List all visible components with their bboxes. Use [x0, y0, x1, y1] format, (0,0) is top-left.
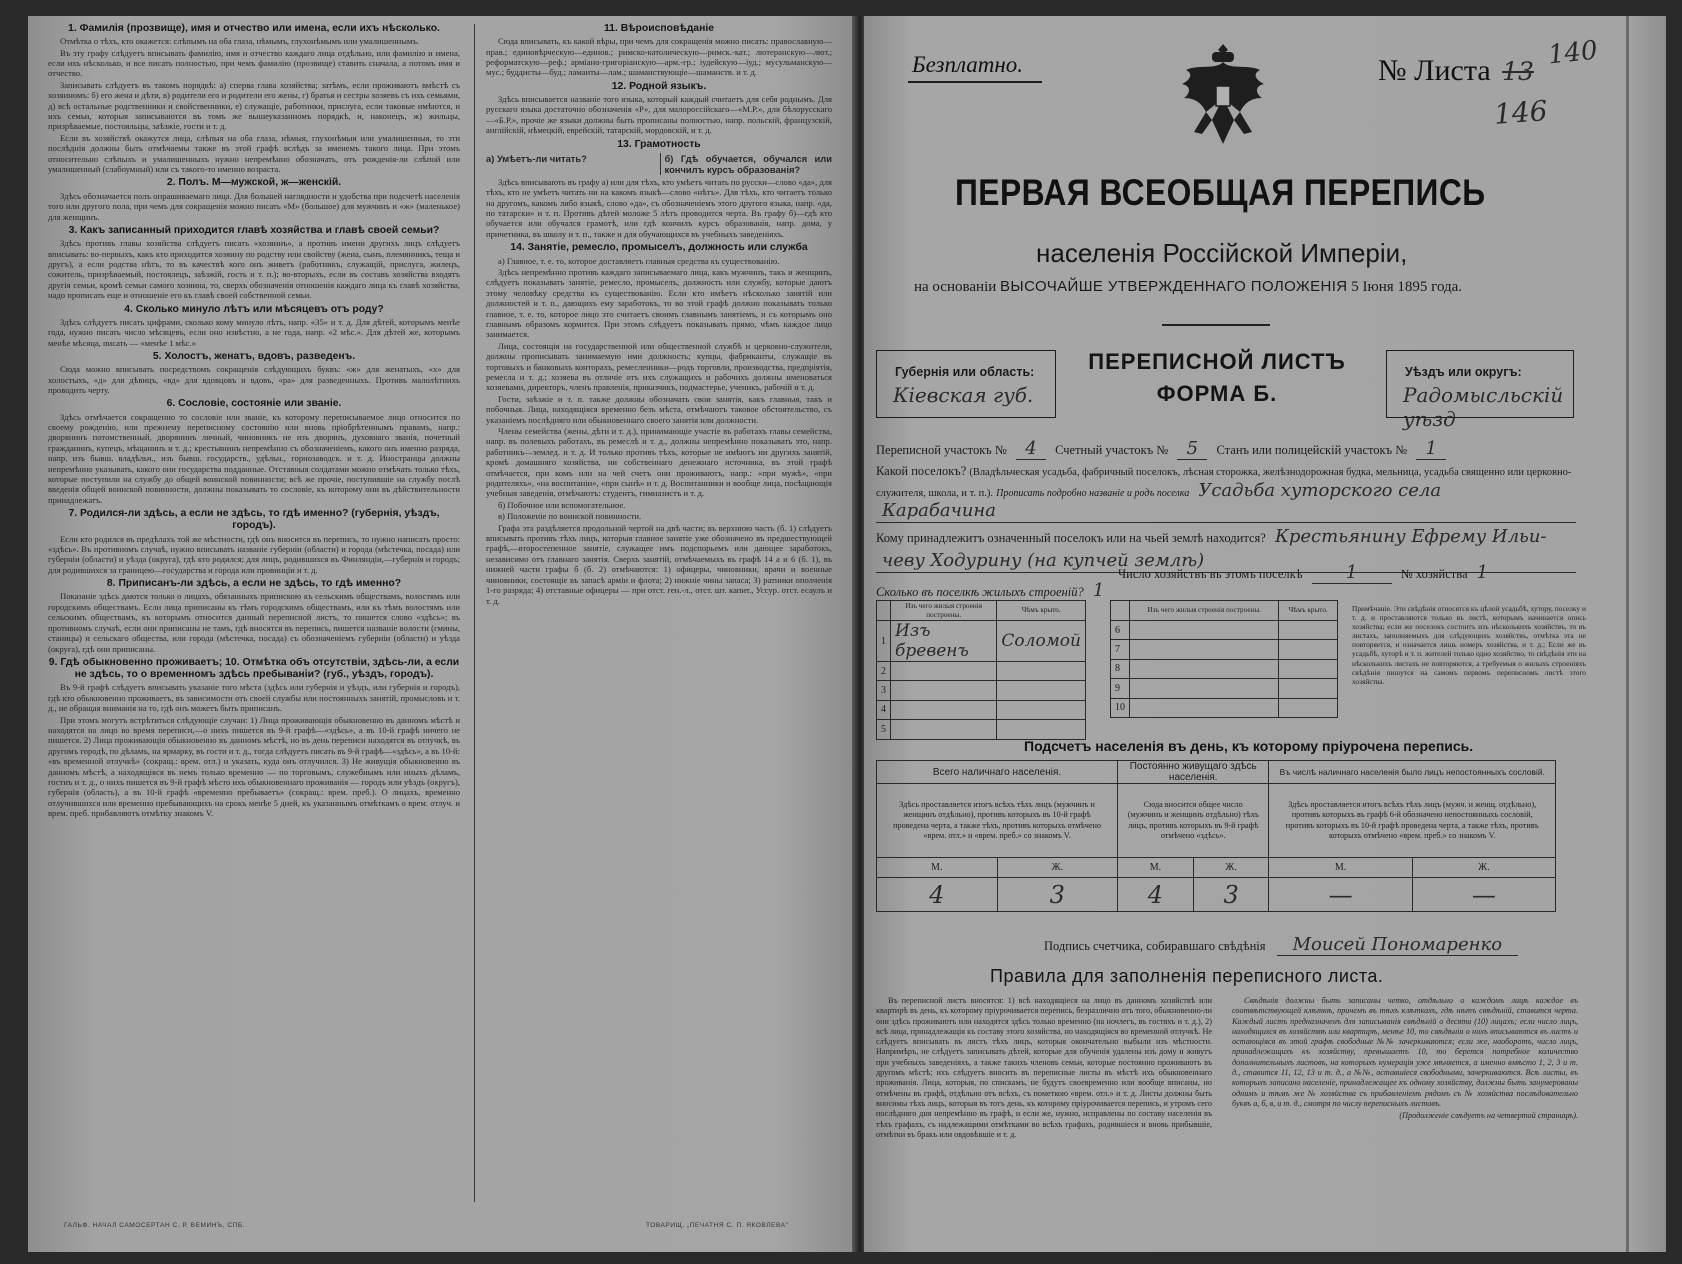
building-roof	[997, 720, 1086, 739]
printer-footer-right: ТОВАРИЩ. „ПЕЧАТНЯ С. П. ЯКОВЛЕВА"	[646, 1222, 789, 1229]
building-material	[1130, 698, 1279, 717]
buildings-value: 1	[1092, 580, 1105, 601]
building-row	[1111, 679, 1338, 698]
free-label: Безплатно.	[912, 52, 1024, 77]
handwritten-number-top: 140	[1546, 35, 1600, 71]
section-title: 14. Занятіе, ремесло, промыселъ, должность или служба	[510, 242, 808, 254]
building-roof	[1279, 621, 1338, 640]
uezd-box	[1386, 350, 1574, 431]
sheet-number-label: № Листа	[1378, 54, 1491, 87]
section-title: 5. Холостъ, женатъ, вдовъ, разведенъ.	[152, 350, 356, 362]
building-row-number: 4	[877, 700, 891, 719]
count-m-1: М.	[877, 858, 998, 878]
count-desc-nonpermanent: Здѣсь проставляется итогъ всѣхъ тѣхъ лицъ (мужч. и женщ. отдѣльно), противъ которыхъ въ графѣ 6-й обозначено непостоянныхъ сословій, противъ которыхъ въ 10-й графѣ проведена черта, а также тѣхъ, противъ которыхъ отмѣчено «врем. преб.» со знакомъ V.	[1269, 784, 1556, 858]
gubernia-box	[876, 350, 1056, 418]
count-desc-present: Здѣсь проставляется итогъ всѣхъ тѣхъ лицъ (мужчинъ и женщинъ отдѣльно), противъ которыхъ въ 10-й графѣ проведена черта, а также тѣхъ, противъ которыхъ отмѣчено «врем. отл.» и «врем. преб.» со знакомъ V.	[877, 784, 1118, 858]
building-material	[1130, 659, 1279, 678]
building-row-number: 10	[1111, 698, 1130, 717]
section-paragraph: Здѣсь слѣдуетъ писать цифрами, сколько кому минуло лѣтъ, напр. «35» и т. д. Для дѣтей, которымъ менѣе года, нужно писать число мѣсяцевъ, если оно извѣстно, а не года, напр. «2 мѣс.». Для дѣтей же, которымъ менѣе мѣсяца, писать — «менѣе 1 мѣс.»	[48, 316, 460, 348]
households-value: 1	[1312, 562, 1392, 584]
section-title: 8. Приписанъ-ли здѣсь, а если не здѣсь, то гдѣ именно?	[106, 578, 402, 590]
census-title: ПЕРВАЯ ВСЕОБЩАЯ ПЕРЕПИСЬ	[955, 172, 1486, 213]
rules-text-2: Свѣдѣнія должны быть записаны четко, отдѣльно о каждомъ лицѣ каждое въ соотвѣтствующей клѣткѣ, причемъ въ тѣхъ клѣткахъ, гдѣ нѣтъ свѣдѣній, ставится черта. Каждый листъ предназначенъ для записыванія свѣдѣній о десяти (10) лицахъ; если число лицъ, находящихся въ хозяйствѣ или квартирѣ, менѣе 10, то свѣдѣнія о нихъ вписываются въ листъ и остающіяся въ этой графѣ свободные №№ зачеркиваются; если же, наоборотъ, число лицъ, принадлежащихъ къ хозяйству, превышаетъ 10, то берется потребное количество дополнительныхъ листовъ, на которыхъ нумерація уже мѣняется, а именно вмѣсто 1, 2, 3 и т. д., ставится 11, 12, 13 и т. д., а №№, оставшіеся свободными, зачеркиваются. Всѣ листы, въ которыхъ записано населеніе, принадлежащее къ одному хозяйству, должны быть занумерованы однимъ и тѣмъ же № хозяйства съ прибавленіемъ рядомъ съ № хозяйства послѣдовательно буквъ а, б, в, и т. д., смотря по числу переписныхъ листовъ.	[1232, 996, 1578, 1108]
stan-value: 1	[1416, 438, 1446, 460]
section-paragraph: Члены семейства (жены, дѣти и т. д.), принимающіе участіе въ работахъ главы семейства, напр. въ полевыхъ работахъ, въ ремеслѣ и т. д., должны непремѣнно показывать это, напр. работникъ—землед. и т. д. И только противъ тѣхъ, которые не имѣютъ ни другихъ занятій, кромѣ домашняго хозяйства, ни собственнаго денежнаго источника, въ этой графѣ отмѣчается, при комъ или на чей счетъ они проживаютъ, напр.: «при мужѣ», «при родителяхъ», «на воспитаніи», «при сынѣ» и т. д. Воспитанники и вообще лица, посѣщающія учебныя заведенія, отмѣчаютъ: студентъ, гимназистъ и т. д.	[486, 426, 832, 499]
building-material	[891, 700, 997, 719]
gubernia-label: Губернія или область:	[895, 365, 1035, 379]
literacy-a: а) Умѣетъ-ли читать?	[486, 152, 587, 164]
building-row-number: 1	[877, 621, 891, 662]
section-paragraph: Лица, состоящія на государственной или общественной службѣ и церковно-служители, должны прописывать занимаемую ими должность; купцы, фабриканты, служащіе въ торговыхъ и банковыхъ конторахъ, ремесленники—родъ торговли, производства, предпріятія, ремесла и т. д.; хозяева въ отличіе отъ ихъ служащихъ и рабочихъ должны именоваться хозяевами, директоръ, членъ правленія, приказчикъ, подмастерье, ученикъ, рабочій и т. д.	[486, 340, 832, 393]
building-row	[877, 700, 1086, 719]
col-roof-header-2: Чѣмъ крыто.	[1279, 601, 1338, 621]
census-area-value: 4	[1016, 438, 1046, 460]
building-row-number: 9	[1111, 679, 1130, 698]
owner-row	[876, 526, 1553, 547]
count-f-2: Ж.	[1193, 858, 1269, 878]
title-divider	[1162, 324, 1270, 326]
count-value: —	[1269, 878, 1412, 912]
building-row	[1111, 698, 1338, 717]
settlement-hint: (Владѣльческая усадьба, фабричный поселокъ, лѣсная сторожка, желѣзнодорожная будка, мельница, усадьба священно или церковно-служителя, школа, и т. п.).	[876, 467, 1572, 499]
households-label: Число хозяйствъ въ этомъ поселкѣ	[1118, 567, 1303, 581]
building-roof	[1279, 698, 1338, 717]
building-row-number: 6	[1111, 621, 1130, 640]
section-paragraph: Записывать слѣдуетъ въ такомъ порядкѣ: а) сперва глава хозяйства; затѣмъ, если проживаютъ вмѣстѣ съ хозяиномъ: б) его жена и дѣти, в) родители его и родители его жены, г) братья и сестры хозяевъ съ ихъ семьями, д) всѣ остальные родственники и свойственники, е) служащіе, работники, прислуга, если таковые имѣются, и ихъ семьи, которыя записываются въ томъ же вышеуказанномъ порядкѣ, и, наконецъ, ж) жильцы, призрѣваемые, постояльцы, заѣзжіе, гости и т. д.	[48, 79, 460, 132]
form-title-line-2: ФОРМА Б.	[1156, 381, 1278, 406]
section-paragraph: а) Главное, т. е. то, которое доставляетъ главныя средства къ существованію.	[498, 255, 780, 266]
building-material	[1130, 640, 1279, 659]
section-title: 2. Полъ. М—мужской, ж—женскій.	[166, 177, 342, 189]
population-count-table	[876, 760, 1556, 912]
count-desc-permanent: Сюда вносится общее число (мужчинъ и женщинъ отдѣльно) тѣхъ лицъ, противъ которыхъ въ 9-й графѣ отмѣчено «здѣсь».	[1118, 784, 1269, 858]
census-decree-line	[914, 278, 1462, 296]
section-paragraph: Здѣсь обозначается полъ опрашиваемаго лица. Для большей наглядности и удобства при подсчетѣ населенія того или другого пола, при чемъ для сокращенія можно писать «М» (большое) для мужчинъ и «ж» (маленькое) для женщинъ.	[48, 190, 460, 222]
section-paragraph: Въ 9-й графѣ слѣдуетъ вписывать указаніе того мѣста (здѣсь или губернія и уѣздъ, или губернія и городъ), гдѣ кто обыкновенно проживаетъ, въ зависимости отъ своей службы или постоянныхъ занятій, промысловъ и т. д., не обращая вниманія на то, гдѣ онъ можетъ быть приписанъ.	[48, 682, 460, 714]
decree-prefix: на основаніи	[914, 279, 997, 295]
uezd-label: Уѣздъ или округъ:	[1405, 365, 1522, 379]
building-row	[1111, 621, 1338, 640]
section-title: 4. Сколько минуло лѣтъ или мѣсяцевъ отъ роду?	[124, 303, 384, 315]
printer-footer-left: ГАЛЬФ. НАЧАЛ САМОСЕРТАН С. Р. ВЕМИНЪ, СПБ.	[64, 1222, 246, 1229]
count-value: 3	[997, 878, 1118, 912]
rules-title: Правила для заполненія переписного листа.	[990, 966, 1384, 986]
imperial-eagle-emblem	[1176, 40, 1270, 150]
section-title: 6. Сословіе, состояніе или званіе.	[166, 398, 342, 410]
census-area-label: Переписной участокъ №	[876, 443, 1007, 457]
col-material-header-2: Изъ чего жилыя строенія построены.	[1130, 601, 1279, 621]
count-col-present: Всего наличнаго населенія.	[877, 761, 1118, 784]
census-subtitle: населенія Россійской Имперіи,	[1036, 238, 1408, 268]
section-title: 1. Фамилія (прозвище), имя и отчество или имена, если ихъ нѣсколько.	[68, 23, 440, 34]
building-row	[1111, 659, 1338, 678]
count-title: Подсчетъ населенія въ день, къ которому пріурочена перепись.	[1024, 738, 1474, 754]
household-no-label: № хозяйства	[1400, 567, 1468, 581]
section-paragraph: Здѣсь непремѣнно противъ каждаго записываемаго лица, какъ мужчинъ, такъ и женщинъ, слѣдуетъ показывать занятіе, ремесло, промыселъ, должность или службу, которые даютъ этому человѣку средства къ существованію. Если кто имѣетъ нѣсколько занятій или должностей и т. п., дающихъ ему заработокъ, то во этой графѣ должно показывать только главное, т. е. то, которое лицо это считаетъ своимъ главнымъ занятіемъ, и съ которымъ оно главнымъ образомъ кормится. При этомъ слѣдуетъ показывать прямо, чѣмъ каждое лицо занимается.	[486, 266, 832, 340]
section-paragraph: Показаніе здѣсь даются только о лицахъ, обязанныхъ припискою къ сельскимъ обществамъ, волостямъ или городскимъ обществамъ. Если лица приписаны къ тѣмъ городскимъ обществамъ, или къ тѣмъ волостямъ или сельскимъ обществамъ, къ которымъ относится данный переписной листъ, то пишется слово «здѣсь»; въ противномъ случаѣ, если они приписаны не тамъ, гдѣ вносятся въ перепись, пишется названіе волости (гмины, станицы) и сельскаго общества, или города (мѣстечка, посада) съ обозначеніемъ губерніи (области) и уѣзда (округа), гдѣ они приписаны.	[48, 591, 460, 654]
buildings-label: Сколько въ поселкѣ жилыхъ строеній?	[876, 585, 1084, 599]
owner-value-2: чеву Ходурину (на купчей землѣ)	[882, 550, 1205, 571]
col-roof-header: Чѣмъ крыто.	[997, 601, 1086, 621]
handwritten-number-mid: 146	[1492, 94, 1549, 131]
settlement-value-2: Карабачина	[882, 500, 997, 521]
building-material: Изъ бревенъ	[891, 621, 997, 662]
rules-column-2	[1232, 996, 1578, 1122]
count-col-nonpermanent: Въ числѣ наличнаго населенія было лицъ непостоянныхъ сословій.	[1269, 761, 1556, 784]
settlement-underline	[876, 522, 1576, 523]
section-paragraph: Отмѣтка о тѣхъ, кто окажется: слѣпымъ на оба глаза, нѣмымъ, глухонѣмымъ или умалишеннымъ.	[60, 36, 420, 47]
building-row-number: 7	[1111, 640, 1130, 659]
section-paragraph: Здѣсь отмѣчается сокращенно то сословіе или званіе, къ которому переписываемое лицо относится по своему рожденію, или прежнему переписному состоянію или вновь пріобрѣтеннымъ правамъ, напр.: дворянинъ потомственный, дворянинъ личный, чиновникъ не изъ дворянъ, духовнаго званія, почетный гражданинъ, купецъ, мѣщанинъ и т. д.; крестьянинъ непремѣнно съ обозначеніемъ, какого онъ именно разряда, напр. изъ бывш. владѣльч., изъ бывш. государств., удѣльн., горнозаводск. и т. д. Иностранцы должны непремѣнно указывать, какого они государства подданные. Отставныя солдатами можно отмѣчать только тѣхъ, которые поступили на службу до общей воинской повинности; всѣ же прочіе, поступившіе на службу послѣ введенія общей воинской повинности, должны показывать то сословіе, къ которому они въ дѣйствительности принадлежатъ.	[48, 411, 460, 505]
section-paragraph: в) Положеніе по воинской повинности.	[498, 511, 642, 522]
count-value: 4	[1118, 878, 1194, 912]
building-roof	[1279, 679, 1338, 698]
form-title-line-1: ПЕРЕПИСНОЙ ЛИСТЪ	[1088, 349, 1346, 374]
section-title: 7. Родился-ли здѣсь, а если не здѣсь, то гдѣ именно? (губернія, уѣздъ, городъ).	[68, 508, 440, 532]
column-divider	[474, 24, 475, 1202]
rules-column-1	[876, 996, 1212, 1141]
count-area-value: 5	[1177, 438, 1207, 460]
households-row	[1118, 562, 1494, 584]
building-row-number: 3	[877, 681, 891, 700]
section-title: 9. Гдѣ обыкновенно проживаетъ; 10. Отмѣтка объ отсутствіи, здѣсь-ли, а если не здѣсь, то о временномъ здѣсь пребываніи? (губ., уѣздъ, городъ).	[48, 656, 460, 681]
building-row-number: 5	[877, 720, 891, 739]
section-paragraph: б) Побочное или вспомогательное.	[498, 499, 626, 510]
section-paragraph: Графа эта раздѣляется продольной чертой на двѣ части; въ верхнюю часть (б. 1) слѣдуетъ вписывать противъ тѣхъ лицъ, которыя главное занятіе уже обозначено въ предшествующей графѣ,—второстепенное занятіе, служащее имъ подспорьемъ или дающее заработокъ, независимо отъ главнаго занятія. Сверхъ занятій, отмѣчаемыхъ въ графѣ 14 а и 6 (б. 1), въ нижней части графы б (б. 2) отмѣчаются: 1) офицеры, чиновники, врачи и военные чиновники, состоящіе въ запасѣ арміи и флота; 2) нижніе чины запаса; 3) ратники ополченія 1-го разряда; 4) отставные офицеры — при отст. ген.-л., отст. шт. капит., Уссур. отст. есаулъ и т. д.	[486, 522, 832, 606]
count-value: 4	[877, 878, 998, 912]
decree-caps: ВЫСОЧАЙШЕ УТВЕРЖДЕННАГО ПОЛОЖЕНІЯ	[1000, 278, 1348, 295]
settlement-value-1: Усадьба хуторского села	[1198, 480, 1442, 501]
building-material	[891, 681, 997, 700]
settlement-row-2	[876, 500, 1002, 521]
settlement-row	[876, 462, 1576, 503]
stan-label: Станъ или полицейскій участокъ №	[1216, 443, 1408, 457]
instructions-column-2	[486, 20, 832, 607]
building-row-number: 2	[877, 662, 891, 681]
instructions-column-1	[48, 20, 460, 820]
literacy-b: б) Гдѣ обучается, обучался или кончилъ курсъ образованія?	[660, 153, 833, 175]
section-paragraph: Гости, заѣзжіе и т. п. также должны обозначать свои занятія, какъ главныя, такъ и побочныя. Лица, находящіяся временно безъ мѣста, отмѣчаютъ таковое обстоятельство, съ указаніемъ послѣдняго или обыкновеннаго своего занятія или должности.	[486, 393, 832, 425]
binder-edge	[1626, 16, 1629, 1252]
census-area-row	[876, 438, 1452, 460]
section-paragraph: Въ эту графу слѣдуетъ вписывать фамилію, имя и отчество каждаго лица отдѣльно, или фамилію и имена, если ихъ нѣсколько, и все писать полностью, при чемъ фамилію (прозвище) ставить сначала, а потомъ имя и отчество.	[48, 47, 460, 79]
building-roof	[997, 681, 1086, 700]
count-col-permanent: Постоянно живущаго здѣсь населенія.	[1118, 761, 1269, 784]
section-paragraph: Если кто родился въ предѣлахъ той же мѣстности, гдѣ онъ вносится въ перепись, то нужно написать просто: «здѣсь». Въ противномъ случаѣ, нужно вписывать названіе губерніи (области) и города (мѣстечка, посада) или губерніи (области) и уѣзда (округа), гдѣ кто родился; для лицъ, родившихся въ Финляндіи,—губернія и городъ; для родившихся за границею—государства и города или провинціи и т. д.	[48, 533, 460, 575]
section-paragraph: Если въ хозяйствѣ окажутся лица, слѣпыя на оба глаза, нѣмыя, глухонѣмыя или умалишенныя, то эти послѣднія должны быть отмѣчаемы также въ этой графѣ вслѣдъ за именемъ такого лица. При этомъ относительно слѣпыхъ и умалишенныхъ нужно непремѣнно обозначать, отъ рожденія-ли слѣпой или умалишенный (слабоумный) или съ такого-то именно возраста.	[48, 132, 460, 175]
building-roof	[997, 700, 1086, 719]
section-title: 11. Вѣроисповѣданіе	[603, 23, 715, 34]
building-material	[891, 720, 997, 739]
gubernia-value: Кіевская губ.	[893, 383, 1034, 407]
owner-label: Кому принадлежитъ означенный поселокъ или на чьей землѣ находится?	[876, 531, 1266, 545]
decree-date: 5 Іюня 1895 года.	[1351, 279, 1463, 295]
building-material	[891, 662, 997, 681]
section-paragraph: Сюда вписывать, къ какой вѣры, при чемъ для сокращенія можно писать: православную—прав.; единовѣрческую—единов.; римско-католическую—римск.-кат.; лютеранскую—лют.; реформатскую—реф.; арміано-григоріанскую—арм.-гр.; іудейскую—іуд.; мусульманскую—мус.; буддисты—буд.; ламаиты—лам.; шаманствующіе—шаманств. и т. д.	[486, 36, 832, 78]
building-row-number: 8	[1111, 659, 1130, 678]
counter-signature-row	[1044, 934, 1518, 955]
settlement-hint-2: Прописать подробно названіе и родъ поселка	[996, 488, 1190, 499]
building-roof	[997, 662, 1086, 681]
section-title: 3. Какъ записанный приходится главѣ хозяйства и главѣ своей семьи?	[68, 224, 440, 236]
buildings-table-left	[876, 600, 1086, 740]
rules-continued: (Продолженіе слѣдуетъ на четвертой страницѣ).	[1399, 1111, 1578, 1121]
count-f-1: Ж.	[997, 858, 1118, 878]
building-row	[877, 662, 1086, 681]
buildings-table-right	[1110, 600, 1338, 718]
building-row	[877, 720, 1086, 739]
sheet-number	[1378, 54, 1534, 88]
section-paragraph: Здѣсь вписывають въ графу а) или для тѣхъ, кто умѣетъ читать по русски—слово «да», для тѣхъ, кто не умѣетъ читать ни на какомъ языкѣ—слово «нѣтъ». Для тѣхъ, кто читаетъ только на другомъ, какомъ либо языкѣ, слово «да», съ обозначеніемъ этого другого языка, напр. «да, по татарски» и т. п. Противъ дѣтей моложе 5 лѣтъ проводится черта. Въ графу б)—гдѣ кто обучается или обучался грамотѣ, или гдѣ кончилъ курсъ образованія, напр. дома, у причетника, въ школу и т. п., также и для обучающихся въ учебныхъ заведеніяхъ.	[486, 176, 832, 239]
section-paragraph: При этомъ могутъ встрѣтиться слѣдующіе случаи: 1) Лица проживающія обыкновенно въ данномъ мѣстѣ и находятся на лицо во время переписи,—о нихъ пишется въ 9-й графѣ—«здѣсь», а въ 10-й графѣ ничего не пишется. 2) Лица проживающія обыкновенно въ данномъ мѣстѣ, но въ день переписи находятся въ отлучкѣ, въ другомъ городѣ, по дѣламъ, на ярмарку, въ гости и т. д., тогда слѣдуетъ писать въ 9-й графѣ—«здѣсь», а въ 10-й: «въ временной отлучкѣ» (сокращ.: врем. отл.) и указать, куда онъ отлучился. 3) Не живущія обыкновенно въ данномъ мѣстѣ, а находящіяся въ немъ только временно — по торговымъ, служебнымъ или иныхъ дѣламъ, гостиъ и т. д., о нихъ пишется въ 9-й графѣ мѣсто ихъ обыкновеннаго проживанія — городъ или уѣздъ (округъ), губернія (область), а въ 10-й графѣ «временно пребываетъ» (сокращ.: врем. преб.). О лицахъ, временно отлучившихся или временно пребывающихъ на срокъ менѣе 5 дней, къ указаннымъ отмѣткамъ о врем. отлуч. и врем. преб. прибавляютъ отмѣтку знакомъ V.	[48, 714, 460, 819]
counter-label: Подпись счетчика, собиравшаго свѣдѣнія	[1044, 939, 1266, 953]
building-row	[877, 621, 1086, 662]
section-title: 13. Грамотность	[617, 138, 701, 150]
buildings-row	[876, 580, 1110, 601]
count-m-3: М.	[1269, 858, 1412, 878]
section-paragraph: Здѣсь вписывается названіе того языка, который каждый считаетъ для себя роднымъ. Для русскаго языка достаточно обозначенія «Р», для малороссійскаго—«М.Р.», для бѣлорусскаго—«Б.Р.», прочіе же языки должны быть прописаны полностью, напр. польскій, французскій, англійскій, нѣмецкій, еврейскій, татарскій, мордовскій, и т. д.	[486, 94, 832, 136]
rules-text-1: Въ переписной листъ вносятся: 1) всѣ находящіеся на лицо въ данномъ хозяйствѣ или квартирѣ въ день, къ которому пріурочивается перепись, безразлично отъ того, обыкновенно-ли они здѣсь проживаютъ или находятся здѣсь только временно (на ночлегъ, въ гостяхъ и т. д.), 2) всѣ лица, принадлежащія къ составу этого хозяйства, но находящіяся во временной отлучкѣ. Не слѣдуетъ вписывать въ листъ тѣхъ лицъ, которыя окончательно выбыли изъ мѣстности. Напримѣръ, не слѣдуетъ записывать дѣтей, которые для обученія удалены изъ дому и живутъ при учебныхъ заведеніяхъ, а также такихъ членовъ семьи, которые постоянно проживаютъ въ другомъ мѣстѣ; ихъ слѣдуетъ вносить въ переписные листы въ мѣстѣ ихъ обыкновеннаго проживанія. Лица, которыя, по спискамъ, не будутъ своевременно или вообще вписаны, но отмѣчены въ графѣ, отдѣльно отъ всѣхъ, съ пометкою «врем. отл.» и т. д. Листы должны быть вносимы тѣхъ лицъ, которыя въ тотъ день, къ которому пріурочивается перепись, и утромъ сего послѣдняго дня непремѣнно въ графѣ, и если же, нужно, исправлены по составу населенія въ тѣхъ графахъ, съ надлежащими отмѣтками во всѣхъ графахъ, родившіеся и вновь прибывшіе, отмѣтки въ бракъ или овдовѣвшіе и т. д.	[876, 996, 1212, 1139]
section-paragraph: Здѣсь противъ главы хозяйства слѣдуетъ писать «хозяинъ», а противъ имени другихъ лицъ слѣдуетъ вписывать: во-первыхъ, какъ кто приходится хозяину по родству или свойству (жена, сынъ, племянникъ, теща и другъ), а если родства нѣтъ, то въ качествѣ кого онъ живетъ (работникъ, служащій, прислуга, жилецъ, сожитель, призрѣваемый, постоялецъ, заѣзжій, гость и т. п.); во-вторыхъ, если въ составъ хозяйства входятъ другія семьи, кромѣ семьи самого хозяина, то, сверхъ обозначенія отношенія каждаго лица къ главѣ хозяйства, надо прописать еще и отношеніе его къ главѣ своей собственной семьи.	[48, 238, 460, 301]
section-paragraph: Сюда можно вписывать посредствомъ сокращенія слѣдующихъ буквъ: «ж» для женатыхъ, «х» для холостыхъ, «д» для дѣвицъ, «вд» для вдовцовъ и вдовъ, «ра» для разведенныхъ. Противъ малолѣтнихъ проводить черту.	[48, 364, 460, 395]
free-label-underline	[908, 81, 1042, 83]
sheet-number-value: 13	[1502, 57, 1534, 86]
count-area-label: Счетный участокъ №	[1055, 443, 1169, 457]
building-material	[1130, 679, 1279, 698]
building-row	[1111, 640, 1338, 659]
household-no-value: 1	[1476, 562, 1489, 583]
count-m-2: М.	[1118, 858, 1194, 878]
count-value: —	[1412, 878, 1555, 912]
count-f-3: Ж.	[1412, 858, 1555, 878]
buildings-note: Примѣчаніе. Эти свѣдѣнія относятся къ цѣлой усадьбѣ, хутору, поселку и т. д. и проставляются только въ листѣ, которымъ начинается опись хозяйства; если же поселокъ состоитъ изъ нѣсколькихъ хозяйствъ, то въ листахъ, заполняемыхъ для слѣдующихъ хозяйствъ, отмѣтка эта не повторяется, и означается лишь номеръ хозяйства, и т. д.; Если же въ усадьбѣ, хуторѣ и т. п. жителей только одно хозяйство, то свѣдѣнія эти на нѣсколькихъ листахъ не повторяются, а требуемыя о жилыхъ строеніяхъ свѣдѣнія пишутся на самомъ первомъ переписномъ листѣ этого хозяйства.	[1352, 604, 1586, 686]
counter-signature: Моисей Пономаренко	[1277, 934, 1518, 956]
literacy-subheaders	[486, 153, 832, 175]
form-title	[1074, 346, 1360, 410]
building-roof: Соломой	[997, 621, 1086, 662]
building-material	[1130, 621, 1279, 640]
building-roof	[1279, 659, 1338, 678]
building-row	[877, 681, 1086, 700]
owner-value-1: Крестьянину Ефрему Ильи-	[1274, 526, 1547, 547]
count-value: 3	[1193, 878, 1269, 912]
settlement-label: Какой поселокъ?	[876, 464, 967, 478]
building-roof	[1279, 640, 1338, 659]
section-title: 12. Родной языкъ.	[611, 80, 707, 92]
uezd-value: Радомысльскій уѣзд	[1403, 383, 1564, 431]
col-material-header: Изъ чего жилыя строенія построены.	[891, 601, 997, 621]
